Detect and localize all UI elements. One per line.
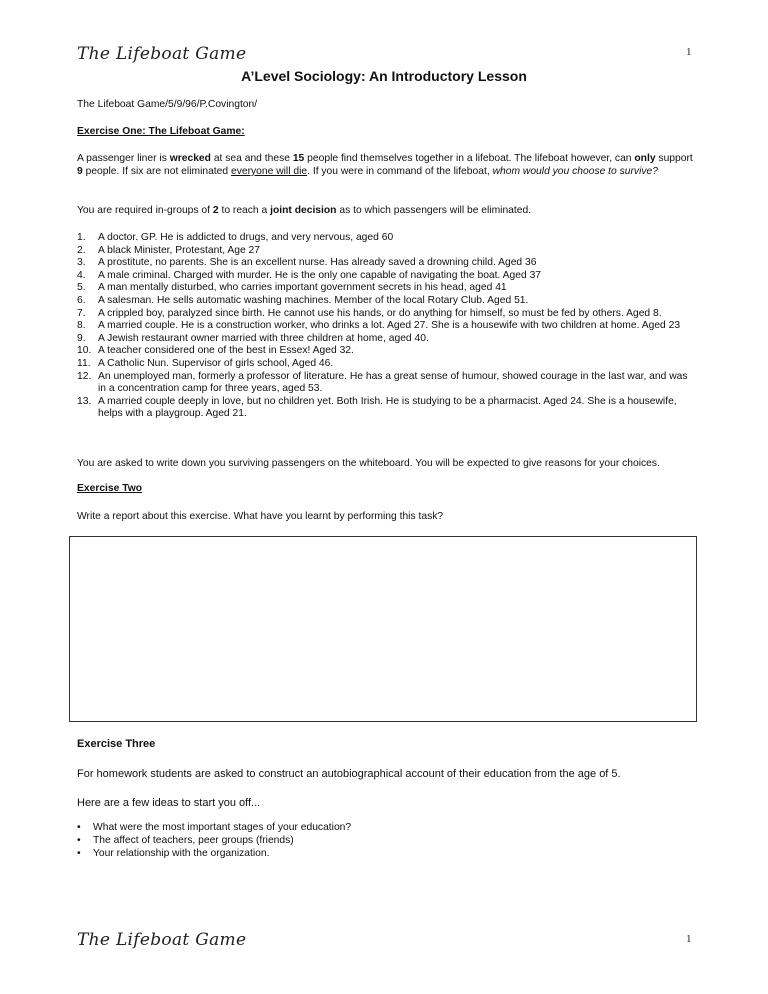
exercise-three-prompt: For homework students are asked to construct an autobiographical account of their education from the age of 5. [77,768,621,780]
list-item: 5. A man mentally disturbed, who carries important government secrets in his head, aged 41 [77,282,507,294]
header-brand: The Lifeboat Game [77,44,247,64]
footer-page-number: 1 [686,933,692,945]
list-item: 1. A doctor. GP. He is addicted to drugs, and very nervous, aged 60 [77,232,394,243]
exercise-one-heading: Exercise One: The Lifeboat Game: [77,126,245,137]
exercise-one-task: You are required in-groups of 2 to reach a joint decision as to which passengers will be eliminated. [77,205,532,216]
list-item: 8. A married couple. He is a construction worker, who drinks a lot. Aged 27. She is a housewife with two children at home. Aged 23 [77,320,681,332]
list-item: 2. A black Minister, Protestant, Age 27 [77,244,260,256]
bullet-icon: • [77,848,81,859]
exercise-three-heading: Exercise Three [77,738,156,750]
ideas-intro: Here are a few ideas to start you off... [77,797,261,809]
list-item: 13. A married couple deeply in love, but no children yet. Both Irish. He is studying to be a pharmacist. Aged 24. She is a housewife, helps with a playgroup. Aged 21. [77,395,677,420]
passenger-list [77,232,697,421]
exercise-one-intro: A passenger liner is wrecked at sea and these 15 people find themselves together in a lifeboat. The lifeboat however, can only support 9 people. If six are not eliminated everyone will die. If you were in command of the lifeboat, whom would you choose to survive? [77,153,693,177]
header-page-number: 1 [686,46,692,58]
exercise-one-closing: You are asked to write down you surviving passengers on the whiteboard. You will be expected to give reasons for your choices. [77,458,660,469]
list-item: 4. A male criminal. Charged with murder. He is the only one capable of navigating the boat. Aged 37 [77,269,542,281]
exercise-two-prompt: Write a report about this exercise. What have you learnt by performing this task? [77,511,444,522]
meta-line: The Lifeboat Game/5/9/96/P.Covington/ [77,99,258,110]
list-item: 11. A Catholic Nun. Supervisor of girls school, Aged 46. [77,357,334,369]
list-item: • Your relationship with the organization. [77,848,270,859]
list-item: • The affect of teachers, peer groups (friends) [77,835,294,846]
list-item: 10. A teacher considered one of the best in Essex! Aged 32. [77,345,354,357]
list-item: • What were the most important stages of your education? [77,822,352,833]
exercise-two-heading: Exercise Two [77,483,143,494]
bullet-icon: • [77,835,81,846]
ideas-list [77,821,351,860]
list-item: 7. A crippled boy, paralyzed since birth. He cannot use his hands, or do anything for himself, so must be fed by others. Aged 8. [77,307,662,319]
report-answer-box[interactable] [69,536,697,722]
footer-brand: The Lifeboat Game [77,930,247,950]
list-item: 9. A Jewish restaurant owner married with three children at home, aged 40. [77,332,429,344]
page-title: A’Level Sociology: An Introductory Lesson [241,68,527,84]
list-item: 3. A prostitute, no parents. She is an excellent nurse. Has already saved a drowning child. Aged 36 [77,257,537,269]
bullet-icon: • [77,822,81,833]
list-item: 6. A salesman. He sells automatic washing machines. Member of the local Rotary Club. Aged 51. [77,294,529,306]
list-item: 12. An unemployed man, formerly a professor of literature. He has a great sense of humour, showed courage in the last war, and was in a concentration camp for three years, aged 53. [77,370,688,395]
